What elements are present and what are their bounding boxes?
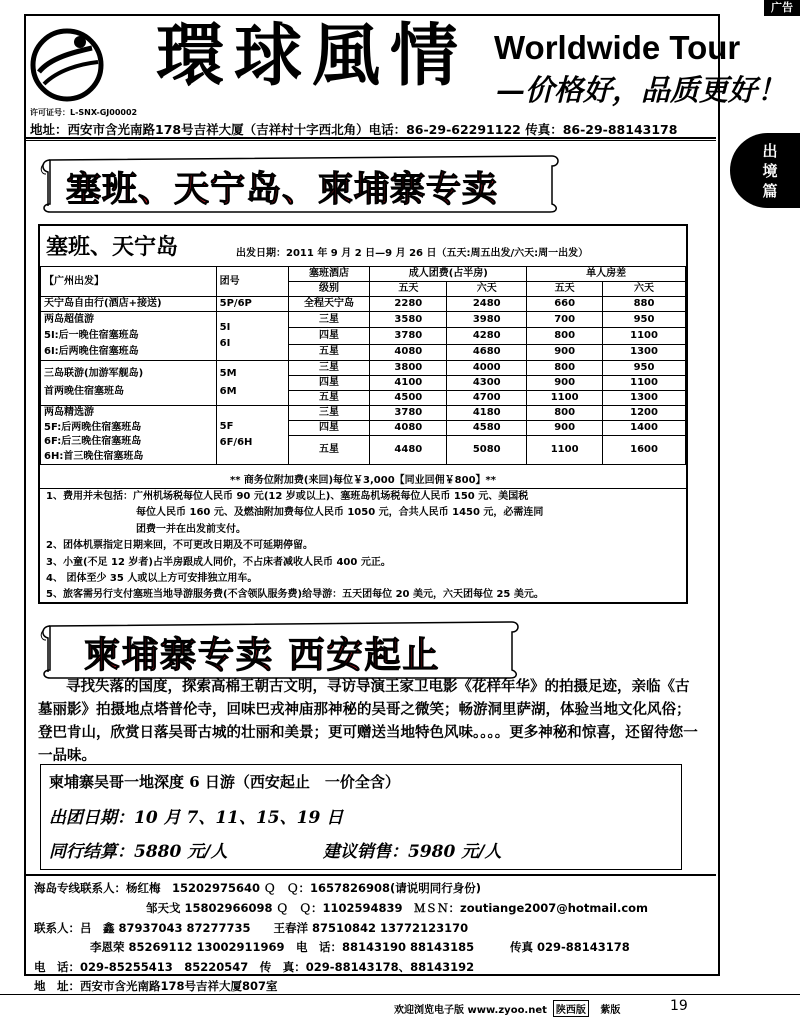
note-line: 5、旅客需另行支付塞班当地导游服务费(不含领队服务费)给导游：五天团每位 20 美元，六天团每位 25 美元。 xyxy=(46,589,544,601)
contact-line: 李恩荣 85269112 13002911969 电 话：88143190 88143185 xyxy=(90,940,475,954)
price-table-box xyxy=(38,224,688,604)
note-line: 每位人民币 160 元、及燃油附加费每位人民币 1050 元，合共人民币 1450 元，必需连同 xyxy=(136,507,544,519)
col-header-hotel: 塞班酒店 xyxy=(288,267,370,282)
side-char: 篇 xyxy=(762,182,778,200)
price-cell: 4080 xyxy=(370,421,447,436)
price-cell: 4300 xyxy=(447,376,527,391)
price-cell: 950 xyxy=(603,312,686,328)
col-header-5d: 五天 xyxy=(370,282,447,297)
side-char: 出 xyxy=(762,142,778,160)
price-cell: 1300 xyxy=(603,391,686,406)
col-header-adult: 成人团费(占半房) xyxy=(370,267,527,282)
footer-edition: 紫版 xyxy=(600,1005,621,1016)
package-line: 6H:首三晚住宿塞班岛 xyxy=(44,450,144,462)
hotel-level: 三星 xyxy=(288,312,370,328)
price-cell: 1300 xyxy=(603,344,686,360)
price-cell: 4180 xyxy=(447,406,527,421)
code-line: 6M xyxy=(219,386,237,397)
contact-fax: 传真 029-88143178 xyxy=(510,940,630,954)
ad-tag: 广告 xyxy=(764,0,800,16)
cambodia-intro xyxy=(38,676,698,768)
hotel-level: 四星 xyxy=(288,376,370,391)
package-code: 5P/6P xyxy=(216,297,288,312)
scroll-banner-saipan xyxy=(36,150,566,216)
price-cell: 4080 xyxy=(370,344,447,360)
col-header-departure: 【广州出发】 xyxy=(41,267,217,297)
business-class-surcharge: ** 商务位附加费(来回)每位￥3,000【同业回佣￥800】** xyxy=(40,474,686,489)
license-number: 许可证号：L-SNX-GJ00002 xyxy=(30,108,138,117)
price-cell: 800 xyxy=(527,328,603,344)
price-cell: 3780 xyxy=(370,328,447,344)
price-cell: 3800 xyxy=(370,361,447,376)
header-address: 地址：西安市含光南路178号吉祥大厦（吉祥村十字西北角）电话：86-29-62291122 传真：86-29-88143178 xyxy=(30,122,678,137)
contact-line: 电 话：029-85255413 85220547 传 真：029-88143178、88143192 xyxy=(34,960,475,974)
table-header-row xyxy=(41,267,686,282)
code-line: 5M xyxy=(219,368,237,379)
note-line: 4、 团体至少 35 人或以上方可安排独立用车。 xyxy=(46,573,258,585)
tour-dates: 出团日期：10 月 7、11、15、19 日 xyxy=(49,808,344,828)
price-cell: 700 xyxy=(527,312,603,328)
price-cell: 4100 xyxy=(370,376,447,391)
note-line: 团费一并在出发前支付。 xyxy=(136,523,246,535)
contact-line: 海岛专线联系人：杨红梅 15202975640 Ｑ Ｑ：1657826908(请说明同行身份) xyxy=(34,881,482,895)
table-title: 塞班、天宁岛 xyxy=(46,234,179,260)
col-header-code: 团号 xyxy=(216,267,288,297)
price-cell: 4280 xyxy=(447,328,527,344)
package-line: 5F:后两晚住宿塞班岛 xyxy=(44,421,142,433)
contact-line: 邹天戈 15802966098 Ｑ Ｑ：1102594839 ＭＳＮ：zoutiange2007@hotmail.com xyxy=(146,901,649,915)
price-cell: 1400 xyxy=(603,421,686,436)
price-cell: 4700 xyxy=(447,391,527,406)
peer-price: 同行结算：5880 元/人 xyxy=(49,842,228,862)
price-cell: 1600 xyxy=(603,436,686,465)
price-cell: 660 xyxy=(527,297,603,312)
package-name: 天宁岛自由行(酒店+接送) xyxy=(41,297,217,312)
brand-slogan: —价格好，品质更好！ xyxy=(496,73,787,107)
header-divider-2 xyxy=(26,140,716,141)
hotel-level: 三星 xyxy=(288,406,370,421)
banner-title-saipan: 塞班、天宁岛、柬埔寨专卖 xyxy=(66,169,499,210)
price-cell: 3780 xyxy=(370,406,447,421)
hotel-level: 四星 xyxy=(288,328,370,344)
package-code xyxy=(216,361,288,406)
price-cell: 1100 xyxy=(527,391,603,406)
header-divider xyxy=(26,137,716,139)
note-line: 2、团体机票指定日期来回，不可更改日期及不可延期停留。 xyxy=(46,540,313,552)
globe-logo-icon xyxy=(30,28,104,102)
note-line: 3、小童(不足 12 岁者)占半房跟成人同价，不占床者减收人民币 400 元正。 xyxy=(46,556,391,568)
price-cell: 4580 xyxy=(447,421,527,436)
hotel-level: 五星 xyxy=(288,344,370,360)
side-char: 境 xyxy=(762,162,778,180)
price-cell: 2280 xyxy=(370,297,447,312)
col-header-6d: 六天 xyxy=(603,282,686,297)
table-notes xyxy=(40,474,686,604)
package-line: 6I:后两晚住宿塞班岛 xyxy=(44,346,139,357)
col-header-6d: 六天 xyxy=(447,282,527,297)
contact-address: 地 址：西安市含光南路178号吉祥大厦807室 xyxy=(34,979,278,993)
code-line: 6I xyxy=(219,338,231,349)
price-cell: 950 xyxy=(603,361,686,376)
package-name xyxy=(41,312,217,361)
price-table xyxy=(40,266,686,465)
brand-name-en: Worldwide Tour xyxy=(494,29,741,66)
section-tab-outbound xyxy=(730,133,800,208)
package-line: 5I:后一晚住宿塞班岛 xyxy=(44,330,139,341)
price-cell: 1100 xyxy=(603,328,686,344)
tour-info-box xyxy=(40,764,682,870)
code-line: 6F/6H xyxy=(219,437,253,448)
package-name xyxy=(41,361,217,406)
page-number: 19 xyxy=(670,998,688,1014)
contacts-divider xyxy=(26,874,716,876)
package-code xyxy=(216,406,288,465)
table-row xyxy=(41,406,686,421)
package-line: 首两晚住宿塞班岛 xyxy=(44,386,124,397)
table-row xyxy=(41,297,686,312)
price-cell: 900 xyxy=(527,344,603,360)
package-line: 6F:后三晚住宿塞班岛 xyxy=(44,436,142,447)
departure-dates: 出发日期：2011 年 9 月 2 日—9 月 26 日（五天:周五出发/六天:周一出发） xyxy=(236,248,589,259)
col-header-hotel-level: 级别 xyxy=(288,282,370,297)
hotel-level: 五星 xyxy=(288,436,370,465)
table-row xyxy=(41,361,686,376)
price-cell: 2480 xyxy=(447,297,527,312)
package-line: 三岛联游(加游军舰岛) xyxy=(44,368,144,379)
contact-line: 联系人：吕 鑫 87937043 87277735 王春洋 87510842 13772123170 xyxy=(34,921,469,935)
price-cell: 900 xyxy=(527,421,603,436)
code-line: 5F xyxy=(219,421,234,432)
price-cell: 3580 xyxy=(370,312,447,328)
price-cell: 880 xyxy=(603,297,686,312)
hotel-level: 四星 xyxy=(288,421,370,436)
price-cell: 4000 xyxy=(447,361,527,376)
price-cell: 1100 xyxy=(603,376,686,391)
package-name xyxy=(41,406,217,465)
price-cell: 4680 xyxy=(447,344,527,360)
price-cell: 5080 xyxy=(447,436,527,465)
intro-paragraph: 寻找失落的国度，探索高棉王朝古文明，寻访导演王家卫电影《花样年华》的拍摄足迹，亲临《古墓丽影》拍摄地点塔普伦寺，回味巴戎神庙那神秘的吴哥之微笑；畅游洞里萨湖，体验当地文化风俗；登巴肯山，欣赏日落吴哥古城的壮丽和美景；更可赠送当地特色风味。。。。更多神秘和惊喜，还留待您一一品味。 xyxy=(38,679,698,764)
package-code xyxy=(216,312,288,361)
scroll-banner-cambodia xyxy=(36,616,526,682)
price-cell: 800 xyxy=(527,361,603,376)
footer-edition-box: 陕西版 xyxy=(553,1000,589,1017)
col-header-5d: 五天 xyxy=(527,282,603,297)
price-cell: 1200 xyxy=(603,406,686,421)
package-line: 两岛超值游 xyxy=(44,314,94,325)
col-header-single: 单人房差 xyxy=(527,267,686,282)
footer xyxy=(394,1000,620,1017)
footer-divider xyxy=(0,994,800,995)
code-line: 5I xyxy=(219,322,231,333)
price-cell: 4500 xyxy=(370,391,447,406)
note-line: 1、费用并未包括：广州机场税每位人民币 90 元(12 岁或以上)、塞班岛机场税每位人民币 150 元、美国税 xyxy=(46,491,529,502)
price-cell: 1100 xyxy=(527,436,603,465)
hotel-level: 三星 xyxy=(288,361,370,376)
price-cell: 4480 xyxy=(370,436,447,465)
hotel-level: 全程天宁岛 xyxy=(288,297,370,312)
price-cell: 900 xyxy=(527,376,603,391)
hotel-level: 五星 xyxy=(288,391,370,406)
table-header xyxy=(40,226,686,267)
package-line: 两岛精选游 xyxy=(44,407,94,418)
brand-name-cn: 環球風情 xyxy=(156,16,469,96)
retail-price: 建议销售：5980 元/人 xyxy=(323,842,502,862)
table-row xyxy=(41,312,686,328)
tour-name: 柬埔寨吴哥一地深度 6 日游（西安起止 一价全含） xyxy=(49,773,400,791)
price-cell: 3980 xyxy=(447,312,527,328)
banner-title-cambodia: 柬埔寨专卖 西安起止 xyxy=(84,634,441,676)
price-cell: 800 xyxy=(527,406,603,421)
footer-site: 欢迎浏览电子版 www.zyoo.net xyxy=(394,1005,547,1016)
